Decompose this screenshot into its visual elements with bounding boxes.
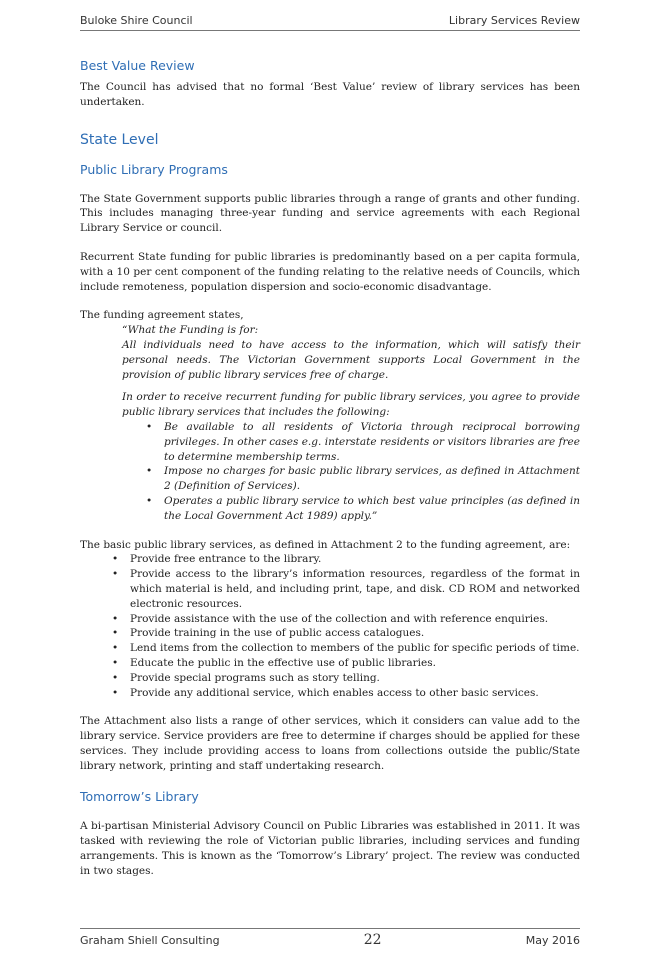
quote-bullet: • Operates a public library service to which best value principles (as defined in the Local Government Act 1989) apply.”	[164, 494, 580, 524]
page-number: 22	[363, 932, 382, 948]
quote-para-2: In order to receive recurrent funding for public library services, you agree to provide public library services that includes the following:	[122, 391, 580, 419]
service-bullet: • Educate the public in the effective use of public libraries.	[130, 656, 580, 671]
service-bullet: • Provide free entrance to the library.	[130, 552, 580, 567]
tomorrow-heading: Tomorrow’s Library	[80, 789, 199, 805]
page-content	[80, 58, 580, 879]
programs-para-3: The funding agreement states,	[80, 309, 244, 322]
footer-author: Graham Shiell Consulting	[80, 934, 220, 947]
service-bullet: • Lend items from the collection to members of the public for specific periods of time.	[130, 641, 580, 656]
service-bullet: • Provide special programs such as story telling.	[130, 671, 580, 686]
best-value-text: The Council has advised that no formal ‘Best Value’ review of library services has been undertaken.	[80, 81, 580, 108]
state-level-heading: State Level	[80, 131, 159, 148]
service-bullet: • Provide assistance with the use of the collection and with reference enquiries.	[130, 612, 580, 627]
services-bullet-list	[130, 552, 580, 700]
programs-para-1: The State Government supports public libraries through a range of grants and other funding. This includes managing three-year funding and service agreements with each Regional Library Service or council.	[80, 192, 580, 235]
programs-para-4: The basic public library services, as defined in Attachment 2 to the funding agreement, are:	[80, 538, 571, 551]
best-value-heading: Best Value Review	[80, 58, 195, 73]
quote-intro: “What the Funding is for:	[122, 324, 259, 337]
service-bullet: • Provide access to the library’s information resources, regardless of the format in which material is held, and including print, tape, and disk. CD ROM and networked electronic resources.	[130, 567, 580, 611]
programs-para-5: The Attachment also lists a range of other services, which it considers can value add to the library service. Service providers are free to determine if charges should be applied for these services. They include providing access to loans from collections outside the public/State library network, printing and staff undertaking research.	[80, 715, 580, 772]
page-header	[80, 14, 580, 31]
page-footer	[80, 928, 580, 948]
programs-heading: Public Library Programs	[80, 161, 228, 177]
quote-bullet: • Be available to all residents of Victoria through reciprocal borrowing privileges. In other cases e.g. interstate residents or visitors libraries are free to determine membership terms.	[164, 420, 580, 464]
quote-para-1: All individuals need to have access to the information, which will satisfy their personal needs. The Victorian Government supports Local Government in the provision of public library services free of charge.	[122, 338, 580, 381]
footer-date: May 2016	[525, 934, 580, 947]
service-bullet: • Provide training in the use of public access catalogues.	[130, 626, 580, 641]
header-doc-title: Library Services Review	[448, 14, 580, 27]
header-org: Buloke Shire Council	[80, 14, 193, 27]
quote-bullet-list	[164, 420, 580, 524]
programs-para-2: Recurrent State funding for public libraries is predominantly based on a per capita formula, with a 10 per cent component of the funding relating to the relative needs of Councils, which include remoteness, population dispersion and socio-economic disadvantage.	[80, 250, 580, 293]
service-bullet: • Provide any additional service, which enables access to other basic services.	[130, 686, 580, 701]
tomorrow-text: A bi-partisan Ministerial Advisory Council on Public Libraries was established in 2011. It was tasked with reviewing the role of Victorian public libraries, including services and funding arrangements. This is known as the ‘Tomorrow’s Library’ project. The review was conducted in two stages.	[80, 820, 580, 877]
quote-bullet: • Impose no charges for basic public library services, as defined in Attachment 2 (Definition of Services).	[164, 464, 580, 494]
